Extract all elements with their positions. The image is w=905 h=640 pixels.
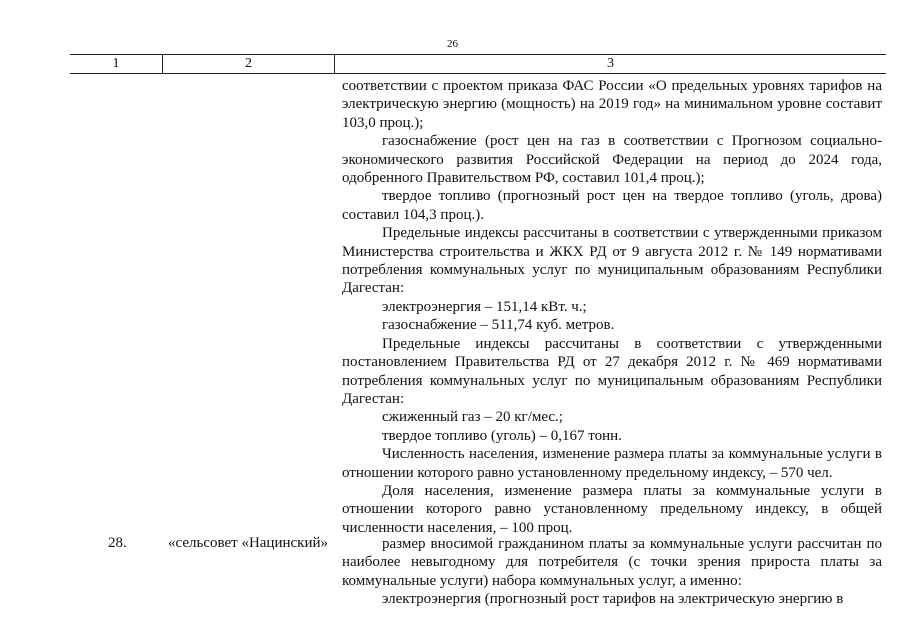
paragraph: твердое топливо (прогнозный рост цен на твердое топливо (уголь, дрова) составил 104,3 проц.). (342, 188, 882, 223)
column-header-3: 3 (607, 56, 614, 71)
column-header-2: 2 (245, 56, 252, 71)
paragraph: газоснабжение – 511,74 куб. метров. (382, 317, 615, 334)
paragraph: газоснабжение (рост цен на газ в соответствии с Прогнозом социально-экономического развития Российской Федерации на период до 2024 года, одобренного Правительством РФ, составил 101,4 проц.); (342, 133, 882, 187)
paragraph: электроэнергия (прогнозный рост тарифов на электрическую энергию в (382, 591, 844, 608)
row-number: 28. (108, 535, 127, 551)
table-header-bottom-rule (70, 73, 886, 74)
paragraph: электроэнергия – 151,14 кВт. ч.; (382, 298, 587, 315)
paragraph: размер вносимой гражданином платы за коммунальные услуги рассчитан по наиболее невыгодному для потребителя (с точки зрения прироста платы за коммунальные услуги) набора коммунальных услуг, а именно: (342, 536, 882, 589)
page-number: 26 (447, 38, 458, 50)
continued-row-text (342, 77, 882, 537)
table-header-top-rule (70, 54, 886, 55)
paragraph: Предельные индексы рассчитаны в соответствии с утвержденными постановлением Правительства РД от 27 декабря 2012 г. № 469 нормативами потребления коммунальных услуг по муниципальным образованиям Республики Дагестан: (342, 335, 882, 407)
column-header-1: 1 (112, 56, 120, 71)
row-28-text (342, 535, 882, 609)
paragraph: Доля населения, изменение размера платы за коммунальные услуги в отношении которого равно установленному предельному индексу, в общей численности населения, – 100 проц. (342, 482, 882, 536)
paragraph: Численность населения, изменение размера платы за коммунальные услуги в отношении которого равно установленному предельному индексу, – 570 чел. (342, 446, 882, 481)
municipality-name: «сельсовет «Нацинский» (168, 535, 329, 551)
paragraph: сжиженный газ – 20 кг/мес.; (382, 409, 563, 426)
paragraph: соответствии с проектом приказа ФАС России «О предельных уровнях тарифов на электрическую энергию (мощность) на 2019 год» на минимальном уровне составит 103,0 проц.); (342, 78, 882, 131)
paragraph: Предельные индексы рассчитаны в соответствии с утвержденными приказом Министерства строительства и ЖКХ РД от 9 августа 2012 г. № 149 нормативами потребления коммунальных услуг по муниципальным образованиям Республики Дагестан: (342, 225, 882, 297)
paragraph: твердое топливо (уголь) – 0,167 тонн. (382, 427, 622, 444)
